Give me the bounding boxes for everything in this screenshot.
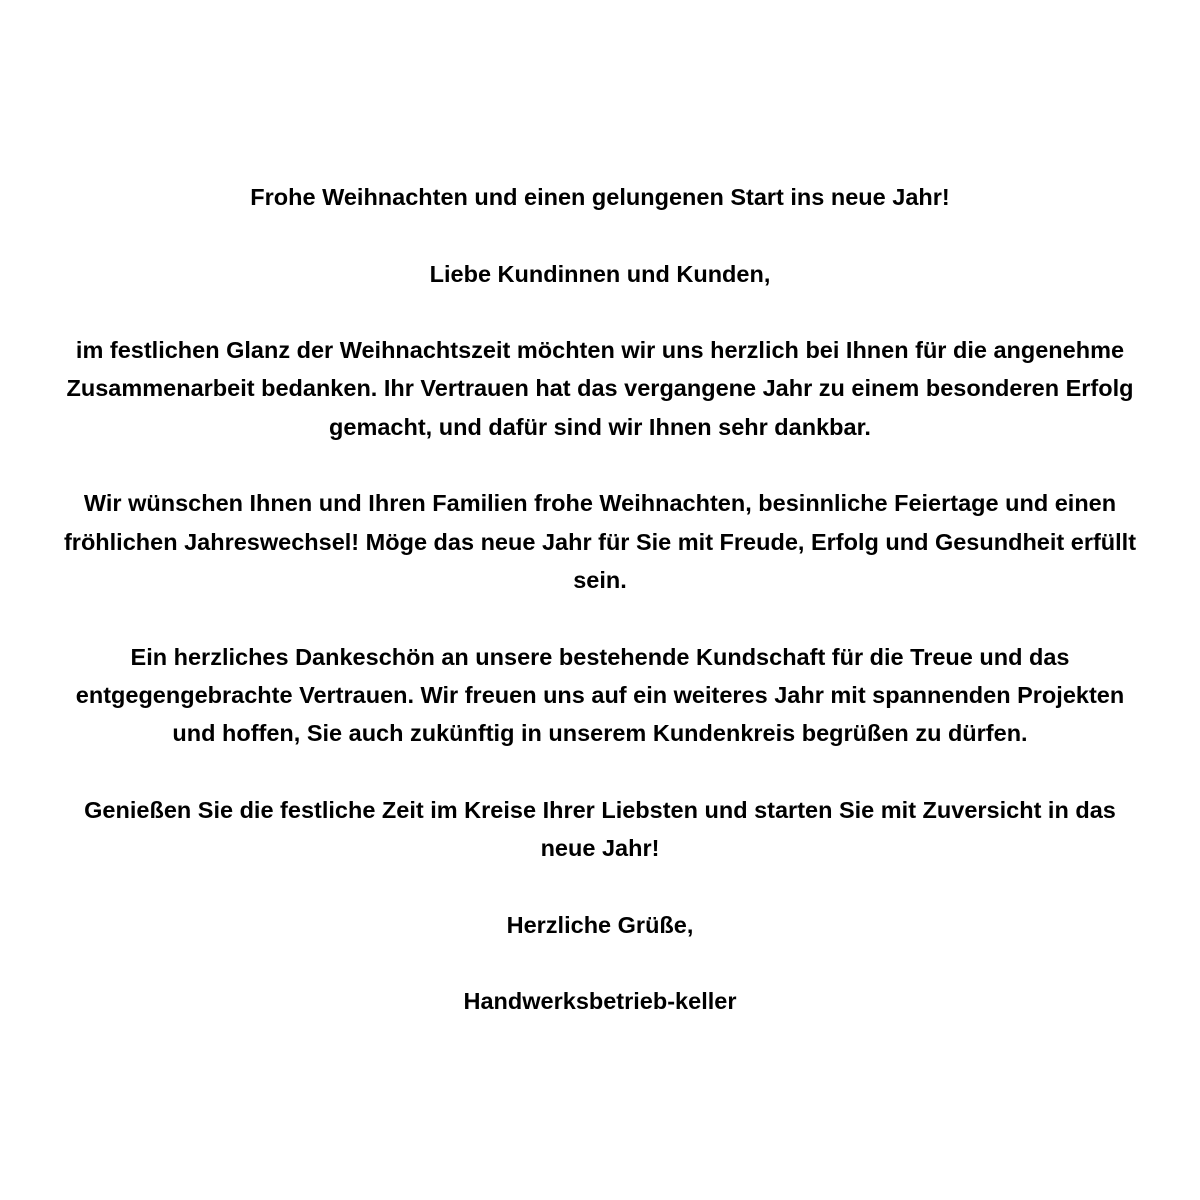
letter-heading: Frohe Weihnachten und einen gelungenen Start ins neue Jahr! [250, 184, 950, 210]
letter-paragraph-loyalty: Ein herzliches Dankeschön an unsere bestehende Kundschaft für die Treue und das entgegengebrachte Vertrauen. Wir freuen uns auf ein weiteres Jahr mit spannenden Projekten und hoffen, Sie auch zukünftig in unserem Kundenkreis begrüßen zu dürfen. [75, 643, 1125, 747]
letter-paragraph-thanks: im festlichen Glanz der Weihnachtszeit möchten wir uns herzlich bei Ihnen für die angenehme Zusammenarbeit bedanken. Ihr Vertrauen hat das vergangene Jahr zu einem besonderen Erfolg gemacht, und dafür sind wir Ihnen sehr dankbar. [66, 337, 1134, 440]
letter-signature: Handwerksbetrieb-keller [463, 988, 737, 1015]
letter-paragraph-holiday: Genießen Sie die festliche Zeit im Kreise Ihrer Liebsten und starten Sie mit Zuversicht in das neue Jahr! [84, 796, 1116, 862]
letter-closing: Herzliche Grüße, [506, 911, 694, 938]
letter-salutation: Liebe Kundinnen und Kunden, [429, 260, 771, 287]
greeting-letter [60, 178, 1140, 1021]
letter-paragraph-wishes: Wir wünschen Ihnen und Ihren Familien frohe Weihnachten, besinnliche Feiertage und einen fröhlichen Jahreswechsel! Möge das neue Jahr für Sie mit Freude, Erfolg und Gesundheit erfüllt sein. [63, 490, 1137, 593]
